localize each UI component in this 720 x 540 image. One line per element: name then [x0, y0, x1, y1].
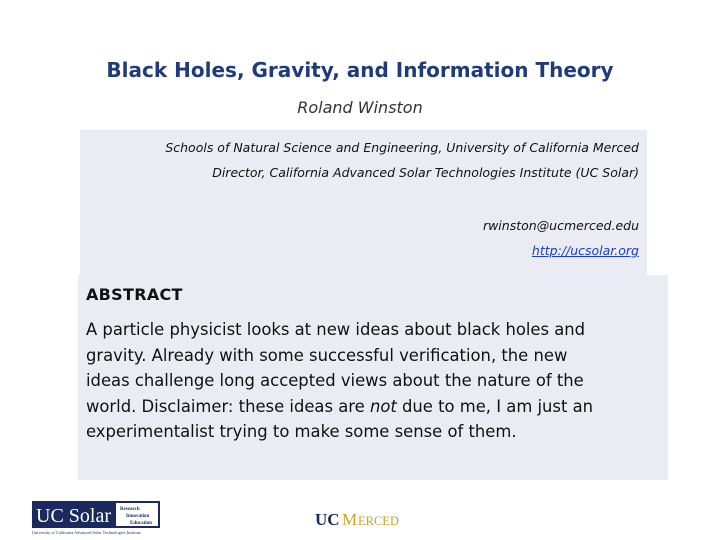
page-title: Black Holes, Gravity, and Information Theory — [106, 58, 614, 82]
uc-solar-tag: Innovation — [126, 514, 150, 519]
website-link-row — [532, 243, 639, 258]
uc-solar-logo-name: UC Solar — [36, 505, 111, 527]
abstract-line: ideas challenge long accepted views about the nature of the — [86, 371, 584, 390]
abstract-box — [78, 275, 668, 480]
uc-solar-logo — [32, 501, 160, 535]
abstract-heading: ABSTRACT — [86, 285, 183, 304]
uc-solar-subtitle: University of California Advanced Solar Technologies Institute — [32, 530, 141, 535]
affiliation-line-2: Director, California Advanced Solar Technologies Institute (UC Solar) — [212, 165, 639, 180]
uc-merced-logo — [315, 508, 410, 530]
abstract-line: A particle physicist looks at new ideas about black holes and — [86, 320, 586, 339]
affiliation-box — [80, 130, 647, 275]
uc-merced-erced: ERCED — [358, 514, 399, 528]
emphasis-not: not — [369, 396, 397, 416]
abstract-text — [86, 317, 671, 445]
abstract-line: gravity. Already with some successful verification, the new — [86, 345, 568, 365]
uc-merced-uc: UC — [315, 510, 340, 529]
affiliation-line-1: Schools of Natural Science and Engineering, University of California Merced — [165, 140, 639, 155]
abstract-line: world. Disclaimer: these ideas are not due to me, I am just an — [86, 396, 594, 416]
website-link[interactable]: http://ucsolar.org — [531, 243, 639, 258]
uc-merced-m: M — [342, 510, 358, 529]
uc-solar-tag: Education — [130, 521, 152, 526]
contact-email: rwinston@ucmerced.edu — [482, 218, 639, 233]
uc-solar-tag: Research — [120, 507, 140, 512]
author-name: Roland Winston — [297, 98, 423, 117]
abstract-line: experimentalist trying to make some sense of them. — [86, 422, 517, 441]
